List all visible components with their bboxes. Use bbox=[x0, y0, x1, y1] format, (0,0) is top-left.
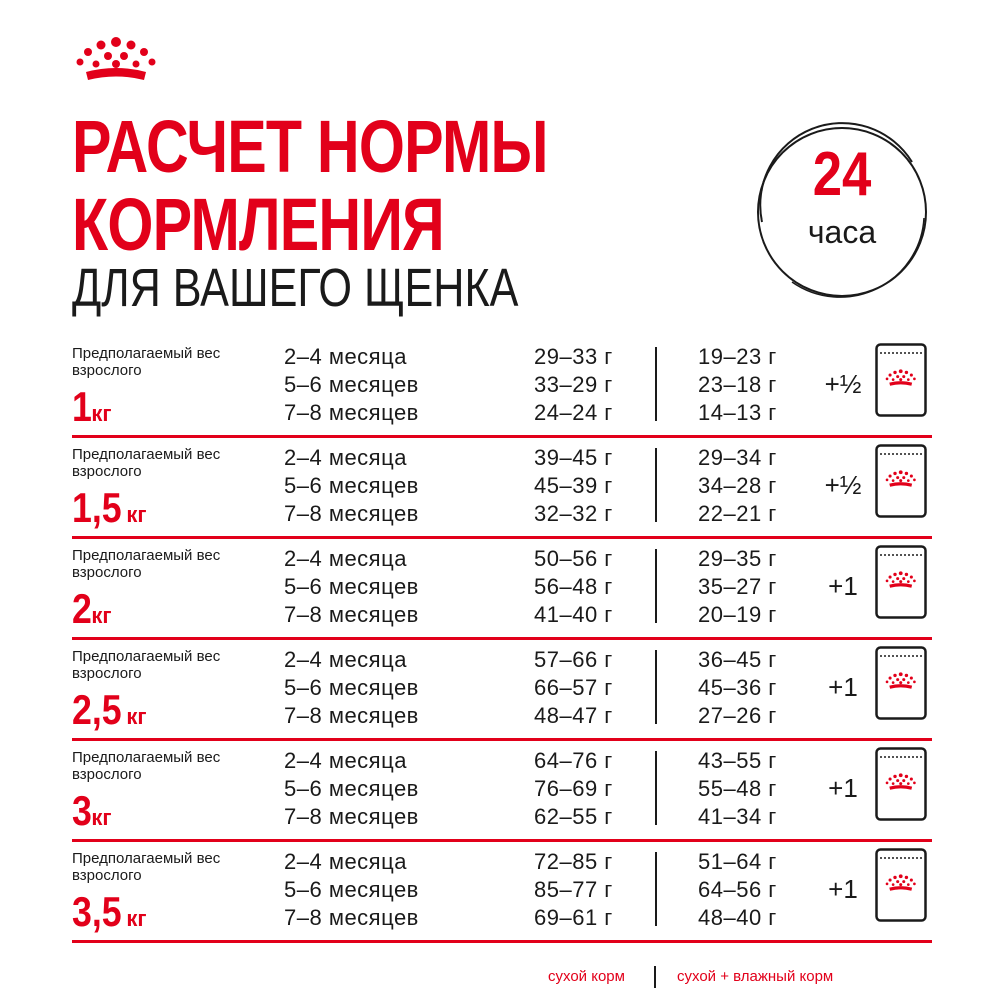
mixed-food-cell: 35–27 г bbox=[698, 574, 777, 599]
table-row bbox=[72, 842, 932, 943]
dry-food-cell: 29–33 г bbox=[534, 344, 613, 369]
pouch-amount: +1 bbox=[828, 571, 858, 601]
mixed-food-column bbox=[698, 747, 818, 831]
hours-label: часа bbox=[807, 214, 877, 250]
mixed-food-cell: 20–19 г bbox=[698, 602, 777, 627]
dry-food-cell: 32–32 г bbox=[534, 501, 613, 526]
mixed-food-cell: 51–64 г bbox=[698, 849, 777, 874]
column-divider bbox=[655, 549, 657, 623]
mixed-food-column bbox=[698, 848, 818, 932]
wet-food-pouch-icon bbox=[875, 444, 927, 518]
table-row bbox=[72, 539, 932, 640]
weight-number: 1 bbox=[72, 383, 92, 430]
legend-mixed-food: сухой + влажный корм bbox=[677, 968, 834, 985]
age-cell: 5–6 месяцев bbox=[284, 877, 419, 902]
weight-caption: Предполагаемый вес взрослого bbox=[72, 648, 221, 682]
dry-food-column bbox=[534, 747, 654, 831]
mixed-food-column bbox=[698, 343, 818, 427]
age-column bbox=[284, 545, 504, 629]
age-cell: 7–8 месяцев bbox=[284, 905, 419, 930]
dry-food-column bbox=[534, 646, 654, 730]
dry-food-column bbox=[534, 848, 654, 932]
weight-value bbox=[72, 789, 112, 833]
weight-value bbox=[72, 587, 112, 631]
wet-food-pouch-icon bbox=[875, 848, 927, 922]
column-divider bbox=[655, 650, 657, 724]
dry-food-cell: 69–61 г bbox=[534, 905, 613, 930]
age-column bbox=[284, 747, 504, 831]
pouch-amount: +1 bbox=[828, 773, 858, 803]
feeding-table bbox=[72, 337, 932, 943]
column-divider bbox=[655, 347, 657, 421]
weight-unit: кг bbox=[91, 805, 112, 830]
age-cell: 5–6 месяцев bbox=[284, 776, 419, 801]
mixed-food-cell: 64–56 г bbox=[698, 877, 777, 902]
pouch-amount: +½ bbox=[824, 470, 862, 500]
weight-number: 2 bbox=[72, 585, 92, 632]
dry-food-column bbox=[534, 343, 654, 427]
dry-food-column bbox=[534, 545, 654, 629]
weight-unit: кг bbox=[91, 603, 112, 628]
age-cell: 5–6 месяцев bbox=[284, 372, 419, 397]
weight-unit: кг bbox=[126, 704, 147, 729]
mixed-food-cell: 14–13 г bbox=[698, 400, 777, 425]
weight-unit: кг bbox=[126, 906, 147, 931]
age-column bbox=[284, 848, 504, 932]
weight-number: 2,5 bbox=[72, 686, 122, 733]
dry-food-cell: 48–47 г bbox=[534, 703, 613, 728]
age-cell: 7–8 месяцев bbox=[284, 804, 419, 829]
dry-food-column bbox=[534, 444, 654, 528]
wet-food-pouch-icon bbox=[875, 545, 927, 619]
age-cell: 7–8 месяцев bbox=[284, 400, 419, 425]
dry-food-cell: 50–56 г bbox=[534, 546, 613, 571]
crown-icon bbox=[72, 36, 160, 86]
dry-food-cell: 66–57 г bbox=[534, 675, 613, 700]
mixed-food-cell: 41–34 г bbox=[698, 804, 777, 829]
title-line-1: РАСЧЕТ НОРМЫ bbox=[72, 105, 548, 188]
weight-value bbox=[72, 486, 147, 530]
dry-food-cell: 33–29 г bbox=[534, 372, 613, 397]
age-cell: 7–8 месяцев bbox=[284, 703, 419, 728]
weight-unit: кг bbox=[126, 502, 147, 527]
age-cell: 2–4 месяца bbox=[284, 748, 407, 773]
age-column bbox=[284, 343, 504, 427]
weight-caption: Предполагаемый вес взрослого bbox=[72, 547, 221, 581]
age-cell: 7–8 месяцев bbox=[284, 602, 419, 627]
mixed-food-cell: 43–55 г bbox=[698, 748, 777, 773]
weight-value bbox=[72, 688, 147, 732]
dry-food-cell: 57–66 г bbox=[534, 647, 613, 672]
weight-caption: Предполагаемый вес взрослого bbox=[72, 345, 221, 379]
weight-value bbox=[72, 890, 147, 934]
column-divider bbox=[655, 852, 657, 926]
table-row bbox=[72, 337, 932, 438]
pouch-amount: +1 bbox=[828, 672, 858, 702]
dry-food-cell: 56–48 г bbox=[534, 574, 613, 599]
weight-number: 3,5 bbox=[72, 888, 122, 935]
age-cell: 7–8 месяцев bbox=[284, 501, 419, 526]
page-title bbox=[72, 105, 548, 266]
mixed-food-cell: 19–23 г bbox=[698, 344, 777, 369]
weight-unit: кг bbox=[91, 401, 112, 426]
pouch-amount: +1 bbox=[828, 874, 858, 904]
column-divider bbox=[655, 751, 657, 825]
age-cell: 5–6 месяцев bbox=[284, 473, 419, 498]
wet-food-pouch-icon bbox=[875, 343, 927, 417]
dry-food-cell: 39–45 г bbox=[534, 445, 613, 470]
title-line-2: КОРМЛЕНИЯ bbox=[72, 183, 444, 266]
mixed-food-column bbox=[698, 646, 818, 730]
dry-food-cell: 62–55 г bbox=[534, 804, 613, 829]
table-row bbox=[72, 741, 932, 842]
mixed-food-cell: 29–34 г bbox=[698, 445, 777, 470]
column-divider bbox=[655, 448, 657, 522]
dry-food-cell: 45–39 г bbox=[534, 473, 613, 498]
mixed-food-cell: 27–26 г bbox=[698, 703, 777, 728]
age-cell: 2–4 месяца bbox=[284, 344, 407, 369]
pouch-amount: +½ bbox=[824, 369, 862, 399]
age-column bbox=[284, 646, 504, 730]
mixed-food-cell: 34–28 г bbox=[698, 473, 777, 498]
dry-food-cell: 24–24 г bbox=[534, 400, 613, 425]
weight-value bbox=[72, 385, 112, 429]
legend-divider bbox=[654, 966, 656, 988]
mixed-food-cell: 55–48 г bbox=[698, 776, 777, 801]
dry-food-cell: 64–76 г bbox=[534, 748, 613, 773]
page-subtitle: ДЛЯ ВАШЕГО ЩЕНКА bbox=[72, 258, 519, 318]
age-cell: 2–4 месяца bbox=[284, 849, 407, 874]
weight-number: 3 bbox=[72, 787, 92, 834]
mixed-food-cell: 29–35 г bbox=[698, 546, 777, 571]
mixed-food-cell: 23–18 г bbox=[698, 372, 777, 397]
table-row bbox=[72, 640, 932, 741]
dry-food-cell: 72–85 г bbox=[534, 849, 613, 874]
mixed-food-column bbox=[698, 545, 818, 629]
age-column bbox=[284, 444, 504, 528]
age-cell: 2–4 месяца bbox=[284, 445, 407, 470]
weight-caption: Предполагаемый вес взрослого bbox=[72, 850, 221, 884]
weight-caption: Предполагаемый вес взрослого bbox=[72, 749, 221, 783]
dry-food-cell: 85–77 г bbox=[534, 877, 613, 902]
hours-value: 24 bbox=[812, 140, 872, 209]
age-cell: 2–4 месяца bbox=[284, 647, 407, 672]
age-cell: 5–6 месяцев bbox=[284, 675, 419, 700]
age-cell: 5–6 месяцев bbox=[284, 574, 419, 599]
mixed-food-cell: 45–36 г bbox=[698, 675, 777, 700]
legend-dry-food: сухой корм bbox=[548, 968, 625, 985]
dry-food-cell: 76–69 г bbox=[534, 776, 613, 801]
mixed-food-column bbox=[698, 444, 818, 528]
age-cell: 2–4 месяца bbox=[284, 546, 407, 571]
weight-number: 1,5 bbox=[72, 484, 122, 531]
mixed-food-cell: 48–40 г bbox=[698, 905, 777, 930]
wet-food-pouch-icon bbox=[875, 747, 927, 821]
weight-caption: Предполагаемый вес взрослого bbox=[72, 446, 221, 480]
mixed-food-cell: 36–45 г bbox=[698, 647, 777, 672]
dry-food-cell: 41–40 г bbox=[534, 602, 613, 627]
mixed-food-cell: 22–21 г bbox=[698, 501, 777, 526]
wet-food-pouch-icon bbox=[875, 646, 927, 720]
table-row bbox=[72, 438, 932, 539]
